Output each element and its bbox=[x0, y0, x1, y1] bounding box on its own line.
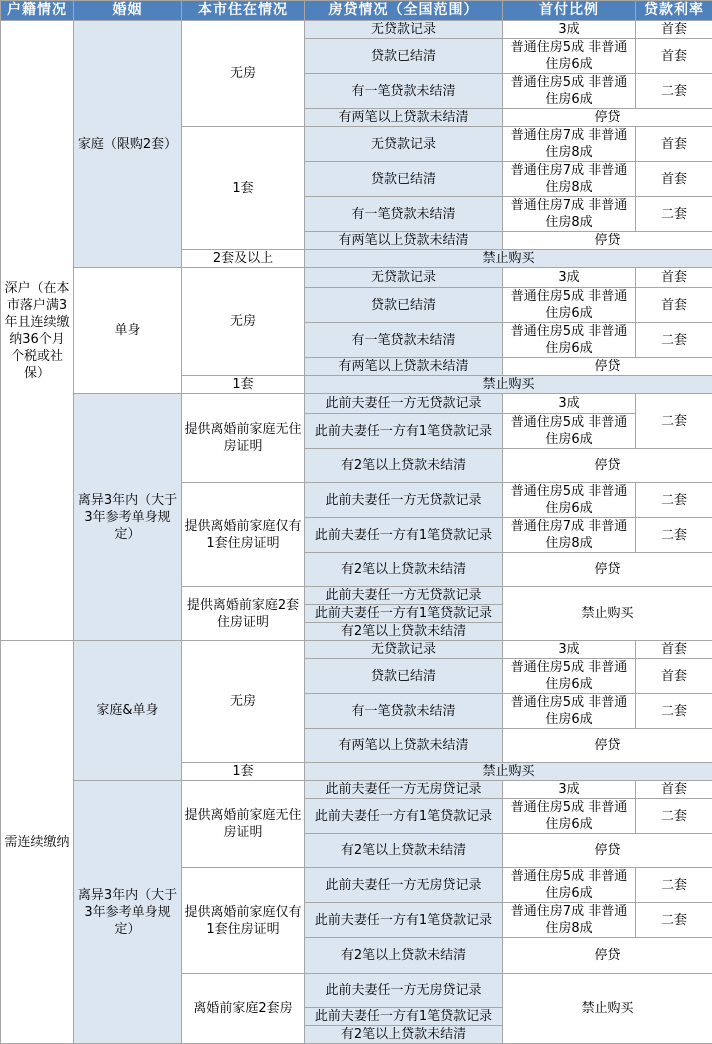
cell-text: 停贷 bbox=[503, 232, 712, 249]
down-payment-cell bbox=[503, 268, 636, 288]
cell-text: 离婚前家庭2套房 bbox=[182, 1000, 304, 1017]
down-payment-cell bbox=[503, 162, 636, 197]
down-payment-cell bbox=[503, 127, 636, 162]
down-payment-cell bbox=[503, 197, 636, 232]
down-payment-cell bbox=[503, 903, 636, 938]
holding-cell bbox=[182, 763, 305, 781]
down-payment-cell bbox=[503, 694, 636, 729]
loan-status-cell bbox=[305, 39, 503, 74]
cell-text: 有一笔贷款未结清 bbox=[305, 206, 502, 223]
column-header: 户籍情况 bbox=[1, 1, 74, 21]
down-payment-cell bbox=[503, 414, 636, 449]
down-payment-cell bbox=[503, 109, 712, 127]
holding-cell bbox=[182, 868, 305, 974]
rate-cell bbox=[636, 197, 712, 232]
column-header: 本市住在情况 bbox=[182, 1, 305, 21]
marital-cell bbox=[74, 394, 182, 641]
cell-text: 二套 bbox=[636, 912, 712, 929]
loan-status-cell bbox=[305, 587, 503, 605]
cell-text: 停贷 bbox=[503, 561, 712, 578]
down-payment-cell bbox=[503, 729, 712, 763]
cell-text: 有2笔以上贷款未结清 bbox=[305, 1026, 502, 1043]
header-row bbox=[1, 1, 712, 21]
loan-status-cell bbox=[305, 868, 503, 903]
down-payment-cell bbox=[503, 587, 712, 641]
loan-status-cell bbox=[305, 518, 503, 553]
cell-text: 首套 bbox=[636, 171, 712, 188]
cell-text: 普通住房5成 非普通住房6成 bbox=[503, 323, 635, 357]
cell-text: 禁止购买 bbox=[305, 763, 712, 780]
cell-text: 3成 bbox=[503, 269, 635, 286]
loan-status-cell bbox=[305, 553, 503, 587]
cell-text: 家庭&单身 bbox=[74, 702, 181, 719]
rate-cell bbox=[636, 21, 712, 39]
cell-text: 普通住房7成 非普通住房8成 bbox=[503, 518, 635, 552]
loan-status-cell bbox=[305, 938, 503, 974]
rate-cell bbox=[636, 127, 712, 162]
cell-text: 此前夫妻任一方有1笔贷款记录 bbox=[305, 527, 502, 544]
cell-text: 有两笔以上贷款未结清 bbox=[305, 358, 502, 375]
cell-text: 无贷款记录 bbox=[305, 21, 502, 38]
table-row bbox=[1, 268, 712, 288]
cell-text: 贷款已结清 bbox=[305, 297, 502, 314]
cell-text: 3成 bbox=[503, 641, 635, 658]
cell-text: 停贷 bbox=[503, 842, 712, 859]
loan-status-cell bbox=[305, 394, 503, 414]
cell-text: 有两笔以上贷款未结清 bbox=[305, 232, 502, 249]
cell-text: 提供离婚前家庭仅有1套住房证明 bbox=[182, 904, 304, 938]
residency-cell bbox=[1, 21, 74, 641]
cell-text: 无房 bbox=[182, 313, 304, 330]
loan-status-cell bbox=[305, 623, 503, 641]
down-payment-cell bbox=[503, 74, 636, 109]
cell-text: 停贷 bbox=[503, 947, 712, 964]
loan-status-cell bbox=[305, 127, 503, 162]
cell-text: 此前夫妻任一方无贷款记录 bbox=[305, 587, 502, 604]
rate-cell bbox=[636, 868, 712, 903]
table-row bbox=[1, 21, 712, 39]
cell-text: 二套 bbox=[636, 877, 712, 894]
loan-status-cell bbox=[305, 729, 503, 763]
rate-cell bbox=[636, 903, 712, 938]
cell-text: 此前夫妻任一方有1笔贷款记录 bbox=[305, 605, 502, 622]
loan-status-cell bbox=[305, 162, 503, 197]
marital-cell bbox=[74, 268, 182, 394]
rate-cell bbox=[636, 394, 712, 449]
loan-status-cell bbox=[305, 323, 503, 358]
cell-text: 普通住房5成 非普通住房6成 bbox=[503, 414, 635, 448]
holding-cell bbox=[182, 641, 305, 763]
cell-text: 离异3年内（大于3年参考单身规定） bbox=[74, 492, 181, 543]
cell-text: 有一笔贷款未结清 bbox=[305, 332, 502, 349]
holding-cell bbox=[182, 376, 305, 394]
cell-text: 二套 bbox=[636, 492, 712, 509]
cell-text: 二套 bbox=[636, 83, 712, 100]
column-header: 房贷情况（全国范围） bbox=[305, 1, 503, 21]
marital-cell bbox=[74, 781, 182, 1044]
down-payment-cell bbox=[503, 799, 636, 834]
holding-cell bbox=[182, 268, 305, 376]
cell-text: 1套 bbox=[182, 763, 304, 780]
cell-text: 禁止购买 bbox=[503, 1000, 712, 1017]
cell-text: 停贷 bbox=[503, 737, 712, 754]
holding-cell bbox=[182, 974, 305, 1044]
loan-status-cell bbox=[305, 449, 503, 483]
loan-status-cell bbox=[305, 799, 503, 834]
cell-text: 3成 bbox=[503, 781, 635, 798]
down-payment-cell bbox=[503, 781, 636, 799]
cell-text: 无贷款记录 bbox=[305, 641, 502, 658]
rate-cell bbox=[636, 74, 712, 109]
table-row bbox=[1, 394, 712, 414]
loan-status-cell bbox=[305, 781, 503, 799]
marital-cell bbox=[74, 21, 182, 268]
cell-text: 二套 bbox=[636, 413, 712, 430]
cell-text: 此前夫妻任一方有1笔贷款记录 bbox=[305, 912, 502, 929]
cell-text: 此前夫妻任一方有1笔贷款记录 bbox=[305, 808, 502, 825]
cell-text: 停贷 bbox=[503, 358, 712, 375]
loan-status-cell bbox=[305, 197, 503, 232]
down-payment-cell bbox=[503, 483, 636, 518]
down-payment-cell bbox=[503, 394, 636, 414]
cell-text: 2套及以上 bbox=[182, 250, 304, 267]
cell-text: 有2笔以上贷款未结清 bbox=[305, 457, 502, 474]
cell-text: 首套 bbox=[636, 136, 712, 153]
rate-cell bbox=[636, 288, 712, 323]
down-payment-cell bbox=[503, 288, 636, 323]
cell-text: 提供离婚前家庭无住房证明 bbox=[182, 807, 304, 841]
cell-text: 有2笔以上贷款未结清 bbox=[305, 623, 502, 640]
rate-cell bbox=[636, 781, 712, 799]
cell-text: 无房 bbox=[182, 693, 304, 710]
cell-text: 普通住房7成 非普通住房8成 bbox=[503, 903, 635, 937]
table-row bbox=[1, 641, 712, 659]
cell-text: 二套 bbox=[636, 332, 712, 349]
loan-status-cell bbox=[305, 641, 503, 659]
down-payment-cell bbox=[503, 449, 712, 483]
rate-cell bbox=[636, 641, 712, 659]
cell-text: 普通住房7成 非普通住房8成 bbox=[503, 162, 635, 196]
loan-status-cell bbox=[305, 763, 712, 781]
cell-text: 普通住房7成 非普通住房8成 bbox=[503, 127, 635, 161]
down-payment-cell bbox=[503, 659, 636, 694]
down-payment-cell bbox=[503, 21, 636, 39]
cell-text: 需连续缴纳 bbox=[1, 834, 73, 851]
loan-status-cell bbox=[305, 288, 503, 323]
cell-text: 禁止购买 bbox=[503, 605, 712, 622]
column-header: 贷款利率 bbox=[636, 1, 712, 21]
rate-cell bbox=[636, 694, 712, 729]
loan-status-cell bbox=[305, 376, 712, 394]
column-header: 首付比例 bbox=[503, 1, 636, 21]
cell-text: 提供离婚前家庭2套住房证明 bbox=[182, 597, 304, 631]
cell-text: 首套 bbox=[636, 297, 712, 314]
cell-text: 深户（在本市落户满3年且连续缴纳36个月个税或社保） bbox=[1, 280, 73, 382]
rate-cell bbox=[636, 162, 712, 197]
cell-text: 首套 bbox=[636, 21, 712, 38]
down-payment-cell bbox=[503, 974, 712, 1044]
cell-text: 禁止购买 bbox=[305, 376, 712, 393]
loan-status-cell bbox=[305, 834, 503, 868]
cell-text: 首套 bbox=[636, 641, 712, 658]
table-row bbox=[1, 781, 712, 799]
cell-text: 此前夫妻任一方有1笔贷款记录 bbox=[305, 1008, 502, 1025]
loan-status-cell bbox=[305, 1008, 503, 1026]
down-payment-cell bbox=[503, 232, 712, 250]
cell-text: 离异3年内（大于3年参考单身规定） bbox=[74, 887, 181, 938]
holding-cell bbox=[182, 483, 305, 587]
loan-status-cell bbox=[305, 250, 712, 268]
cell-text: 普通住房5成 非普通住房6成 bbox=[503, 483, 635, 517]
cell-text: 普通住房5成 非普通住房6成 bbox=[503, 39, 635, 73]
cell-text: 1套 bbox=[182, 376, 304, 393]
loan-status-cell bbox=[305, 109, 503, 127]
loan-status-cell bbox=[305, 21, 503, 39]
loan-status-cell bbox=[305, 268, 503, 288]
cell-text: 贷款已结清 bbox=[305, 668, 502, 685]
loan-status-cell bbox=[305, 414, 503, 449]
down-payment-cell bbox=[503, 641, 636, 659]
cell-text: 有2笔以上贷款未结清 bbox=[305, 947, 502, 964]
rate-cell bbox=[636, 39, 712, 74]
loan-status-cell bbox=[305, 659, 503, 694]
holding-cell bbox=[182, 587, 305, 641]
down-payment-cell bbox=[503, 938, 712, 974]
down-payment-cell bbox=[503, 358, 712, 376]
cell-text: 二套 bbox=[636, 206, 712, 223]
loan-status-cell bbox=[305, 605, 503, 623]
cell-text: 二套 bbox=[636, 808, 712, 825]
rate-cell bbox=[636, 799, 712, 834]
loan-status-cell bbox=[305, 232, 503, 250]
cell-text: 3成 bbox=[503, 21, 635, 38]
loan-status-cell bbox=[305, 483, 503, 518]
holding-cell bbox=[182, 781, 305, 868]
down-payment-cell bbox=[503, 553, 712, 587]
cell-text: 普通住房5成 非普通住房6成 bbox=[503, 288, 635, 322]
loan-status-cell bbox=[305, 74, 503, 109]
cell-text: 无贷款记录 bbox=[305, 136, 502, 153]
cell-text: 普通住房5成 非普通住房6成 bbox=[503, 659, 635, 693]
down-payment-cell bbox=[503, 39, 636, 74]
cell-text: 普通住房5成 非普通住房6成 bbox=[503, 868, 635, 902]
cell-text: 家庭（限购2套） bbox=[74, 136, 181, 153]
down-payment-cell bbox=[503, 834, 712, 868]
cell-text: 此前夫妻任一方无贷款记录 bbox=[305, 492, 502, 509]
rate-cell bbox=[636, 659, 712, 694]
cell-text: 普通住房5成 非普通住房6成 bbox=[503, 74, 635, 108]
marital-cell bbox=[74, 641, 182, 781]
cell-text: 禁止购买 bbox=[305, 250, 712, 267]
cell-text: 停贷 bbox=[503, 457, 712, 474]
cell-text: 首套 bbox=[636, 668, 712, 685]
cell-text: 有2笔以上贷款未结清 bbox=[305, 561, 502, 578]
cell-text: 有2笔以上贷款未结清 bbox=[305, 842, 502, 859]
cell-text: 有一笔贷款未结清 bbox=[305, 703, 502, 720]
rate-cell bbox=[636, 483, 712, 518]
cell-text: 1套 bbox=[182, 180, 304, 197]
cell-text: 单身 bbox=[74, 322, 181, 339]
cell-text: 提供离婚前家庭仅有1套住房证明 bbox=[182, 518, 304, 552]
holding-cell bbox=[182, 127, 305, 250]
loan-status-cell bbox=[305, 358, 503, 376]
cell-text: 3成 bbox=[503, 395, 635, 412]
loan-status-cell bbox=[305, 974, 503, 1008]
cell-text: 此前夫妻任一方无房贷记录 bbox=[305, 982, 502, 999]
loan-status-cell bbox=[305, 694, 503, 729]
down-payment-cell bbox=[503, 323, 636, 358]
cell-text: 二套 bbox=[636, 527, 712, 544]
cell-text: 普通住房5成 非普通住房6成 bbox=[503, 694, 635, 728]
cell-text: 有两笔以上贷款未结清 bbox=[305, 109, 502, 126]
cell-text: 有一笔贷款未结清 bbox=[305, 83, 502, 100]
rate-cell bbox=[636, 268, 712, 288]
holding-cell bbox=[182, 250, 305, 268]
cell-text: 首套 bbox=[636, 48, 712, 65]
loan-status-cell bbox=[305, 903, 503, 938]
rate-cell bbox=[636, 323, 712, 358]
cell-text: 普通住房7成 非普通住房8成 bbox=[503, 197, 635, 231]
cell-text: 此前夫妻任一方有1笔贷款记录 bbox=[305, 423, 502, 440]
cell-text: 停贷 bbox=[503, 109, 712, 126]
cell-text: 贷款已结清 bbox=[305, 171, 502, 188]
cell-text: 此前夫妻任一方无房贷记录 bbox=[305, 781, 502, 798]
column-header: 婚姻 bbox=[74, 1, 182, 21]
cell-text: 首套 bbox=[636, 269, 712, 286]
holding-cell bbox=[182, 394, 305, 483]
loan-status-cell bbox=[305, 1026, 503, 1044]
cell-text: 二套 bbox=[636, 703, 712, 720]
cell-text: 提供离婚前家庭无住房证明 bbox=[182, 421, 304, 455]
residency-cell bbox=[1, 641, 74, 1044]
rate-cell bbox=[636, 518, 712, 553]
cell-text: 贷款已结清 bbox=[305, 48, 502, 65]
cell-text: 首套 bbox=[636, 781, 712, 798]
holding-cell bbox=[182, 21, 305, 127]
down-payment-cell bbox=[503, 868, 636, 903]
cell-text: 普通住房5成 非普通住房6成 bbox=[503, 799, 635, 833]
cell-text: 此前夫妻任一方无房贷记录 bbox=[305, 877, 502, 894]
cell-text: 无贷款记录 bbox=[305, 269, 502, 286]
cell-text: 有两笔以上贷款未结清 bbox=[305, 737, 502, 754]
cell-text: 此前夫妻任一方无贷款记录 bbox=[305, 395, 502, 412]
cell-text: 无房 bbox=[182, 65, 304, 82]
down-payment-cell bbox=[503, 518, 636, 553]
